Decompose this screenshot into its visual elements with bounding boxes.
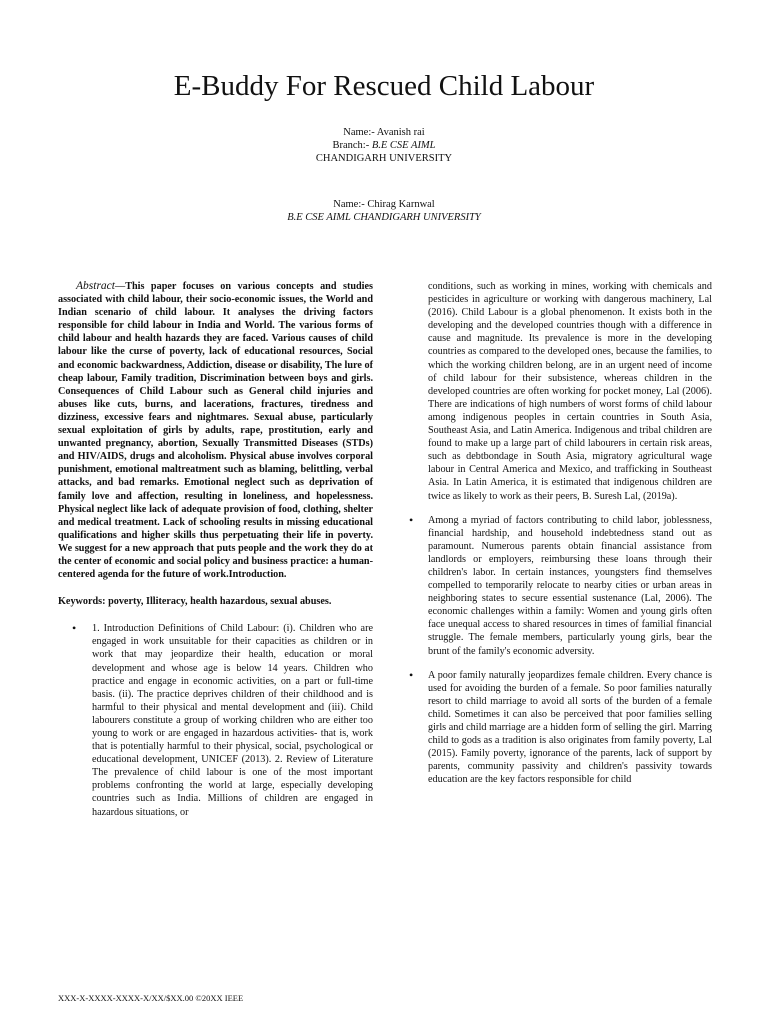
copyright-footer: XXX-X-XXXX-XXXX-X/XX/$XX.00 ©20XX IEEE bbox=[58, 993, 244, 1003]
left-bullet-list bbox=[58, 622, 373, 818]
abstract bbox=[58, 280, 373, 581]
author-2-name: Name:- Chirag Karnwal bbox=[333, 199, 435, 210]
left-column bbox=[58, 280, 373, 819]
list-item: • A poor family naturally jeopardizes female children. Every chance is used for avoiding the burden of a female. So poor families naturally resort to child marriage to avoid all sorts of the burden of a female child. Sometimes it can also be perceived that poor families selling girls and child marriage are a hidden form of selling the girl. Marring child to gods as a tradition is also originates from family poverty, Lal (2015). Family poverty, ignorance of the parents, lack of support by parents, community passivity and children's passivity towards education are the key factors responsible for child bbox=[404, 669, 712, 787]
right-bullet-list bbox=[404, 514, 712, 787]
author-block-2 bbox=[0, 198, 768, 224]
continuation-paragraph: conditions, such as working in mines, working with chemicals and pesticides in agriculture or working with dangerous machinery, Lal (2016). Child Labour is a global phenomenon. It exists both in the developing and the developed countries though with a difference in cause and magnitude. Its prevalence is more in the developing countries as compared to the developed ones, because the families, to which the working children belong, are in an urgent need of income of child labour for their subsistence, whereas children in the developed countries are often working for pocket money, Lal (2006). There are indications of high numbers of worst forms of child labour among indigenous peoples in certain countries in South Asia, Southeast Asia, and Latin America. Indigenous and tribal children are found to make up a large part of child labourers in certain risk areas, such as debtbondage in South Asia, migratory agricultural wage labour in Central America and Mexico, and trafficking in Southeast Asia. In Latin America, it is estimated that indigenous children are twice as likely to work as their peers, B. Suresh Lal, (2019a). bbox=[428, 281, 712, 502]
paper-title: E-Buddy For Rescued Child Labour bbox=[173, 70, 595, 102]
author-1-branch-value: B.E CSE AIML bbox=[371, 140, 436, 151]
abstract-body: This paper focuses on various concepts and studies associated with child labour, their socio-economic issues, the World and Indian scenario of child labour. It analyses the driving factors responsible for child labour in India and World. The various forms of child labour and health hazards they are faced. Various causes of child labour like the curse of poverty, lack of educational resources, Social and economic backwardness, Addiction, disease or disability, The lure of cheap labour, Family tradition, Discrimination between boys and girls. Consequences of Child Labour such as General child injuries and abuses like cuts, burns, and lacerations, fractures, tiredness and dizziness, excessive fears and nightmares. Sexual abuse, particularly sexual exploitation of girls by adults, rape, prostitution, early and unwanted pregnancy, abortion, Sexually Transmitted Diseases (STDs) and HIV/AIDS, drugs and alcoholism. Physical abuse involves corporal punishment, emotional maltreatment such as blaming, belittling, verbal attacks, and bad remarks. Emotional neglect such as deprivation of family love and affection, resulting in loneliness, and hopelessness. Physical neglect like lack of adequate provision of food, clothing, shelter and medical treatment. Lack of schooling results in missing educational qualifications and higher skills thus perpetuating their life in poverty. We suggest for a new approach that puts people and the work they do at the center of economic and social policy and business practice: a human-centered agenda for the future of work.Introduction. bbox=[58, 281, 373, 581]
list-item: • Among a myriad of factors contributing to child labor, joblessness, financial hardship, and household indebtedness stand out as paramount. Numerous parents obtain financial assistance from landlords or employers, reimbursing these loans through their children's labor. In certain instances, youngsters find themselves compelled to temporarily relocate to nearby cities or urban areas in neighboring states to secure essential sustenance (Lal, 2006). The economic challenges within a family: Women and young girls often face unequal access to shared resources in times of familial financial struggle. The female members, particularly young girls, bear the brunt of the family's economic adversity. bbox=[404, 514, 712, 658]
author-2-affiliation: B.E CSE AIML CHANDIGARH UNIVERSITY bbox=[287, 212, 481, 223]
author-1-branch-label: Branch:- bbox=[332, 140, 372, 151]
list-item: • 1. Introduction Definitions of Child Labour: (i). Children who are engaged in work unsuitable for their capacities as children or in work that may jeopardize their health, education or moral development and whose age is below 14 years. Children who practice and engage in economic activities, on a part or full-time basis. (ii). The practice deprives children of their childhood and is harmful to their physical and mental development and (iii). Child labourers constitute a group of working children who are either too young to work or are engaged in hazardous activities- that is, work that is potentially harmful to their physical, social, psychological or educational development, UNICEF (2013). 2. Review of Literature The prevalence of child labour is one of the most important problems confronting the world at large, especially developing countries such as India. Millions of children are engaged in hazardous situations, or bbox=[58, 622, 373, 818]
author-1-affiliation: CHANDIGARH UNIVERSITY bbox=[315, 153, 453, 164]
abstract-lead: Abstract— bbox=[76, 280, 126, 292]
author-block-1 bbox=[0, 126, 768, 165]
keywords: Keywords: poverty, Illiteracy, health hazardous, sexual abuses. bbox=[58, 596, 332, 608]
author-1-branch bbox=[0, 139, 768, 152]
right-column bbox=[404, 280, 712, 786]
author-1-name: Name:- Avanish rai bbox=[343, 127, 425, 138]
